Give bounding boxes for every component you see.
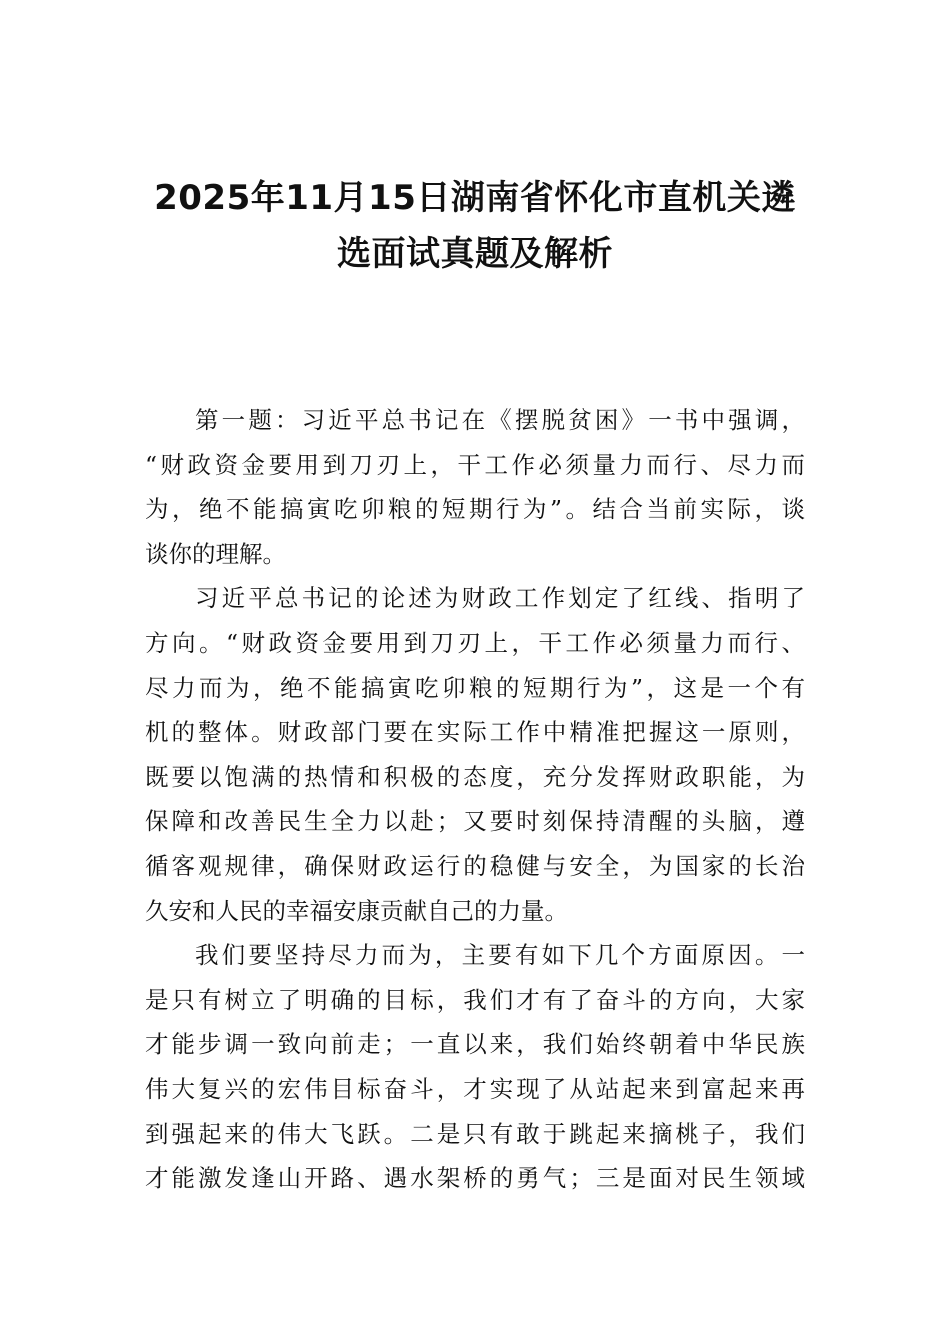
document-title bbox=[140, 170, 810, 282]
text-line: 循客观规律，确保财政运行的稳健与安全，为国家的长治 bbox=[145, 851, 805, 880]
text-line: 机的整体。财政部门要在实际工作中精准把握这一原则， bbox=[145, 718, 805, 747]
document-body bbox=[145, 398, 805, 1201]
title-line: 选面试真题及解析 bbox=[337, 234, 613, 274]
paragraph-answer-reasons bbox=[145, 933, 805, 1201]
text-line: 第一题：习近平总书记在《摆脱贫困》一书中强调， bbox=[195, 406, 805, 434]
text-line: 为，绝不能搞寅吃卯粮的短期行为”。结合当前实际，谈 bbox=[145, 495, 805, 524]
text-line: 既要以饱满的热情和积极的态度，充分发挥财政职能，为 bbox=[145, 762, 805, 791]
text-line: 伟大复兴的宏伟目标奋斗，才实现了从站起来到富起来再 bbox=[145, 1074, 805, 1103]
text-line: 才能激发逢山开路、遇水架桥的勇气；三是面对民生领域 bbox=[145, 1164, 805, 1193]
text-line: 方向。“财政资金要用到刀刃上，干工作必须量力而行、 bbox=[145, 628, 805, 657]
text-line: 是只有树立了明确的目标，我们才有了奋斗的方向，大家 bbox=[145, 985, 805, 1014]
text-line: 习近平总书记的论述为财政工作划定了红线、指明了 bbox=[195, 584, 805, 613]
text-line: 才能步调一致向前走；一直以来，我们始终朝着中华民族 bbox=[145, 1030, 805, 1059]
text-line: “财政资金要用到刀刃上，干工作必须量力而行、尽力而 bbox=[145, 450, 805, 479]
text-line: 我们要坚持尽力而为，主要有如下几个方面原因。一 bbox=[195, 941, 805, 970]
text-line: 尽力而为，绝不能搞寅吃卯粮的短期行为”，这是一个有 bbox=[145, 673, 805, 702]
text-line: 久安和人民的幸福安康贡献自己的力量。 bbox=[145, 896, 568, 925]
paragraph-answer-intro bbox=[145, 576, 805, 933]
text-line: 到强起来的伟大飞跃。二是只有敢于跳起来摘桃子，我们 bbox=[145, 1119, 805, 1148]
text-line: 保障和改善民生全力以赴；又要时刻保持清醒的头脑，遵 bbox=[145, 807, 805, 836]
title-line: 2025年11月15日湖南省怀化市直机关遴 bbox=[154, 178, 796, 218]
paragraph-question-1 bbox=[145, 398, 805, 576]
text-line: 谈你的理解。 bbox=[145, 539, 286, 568]
